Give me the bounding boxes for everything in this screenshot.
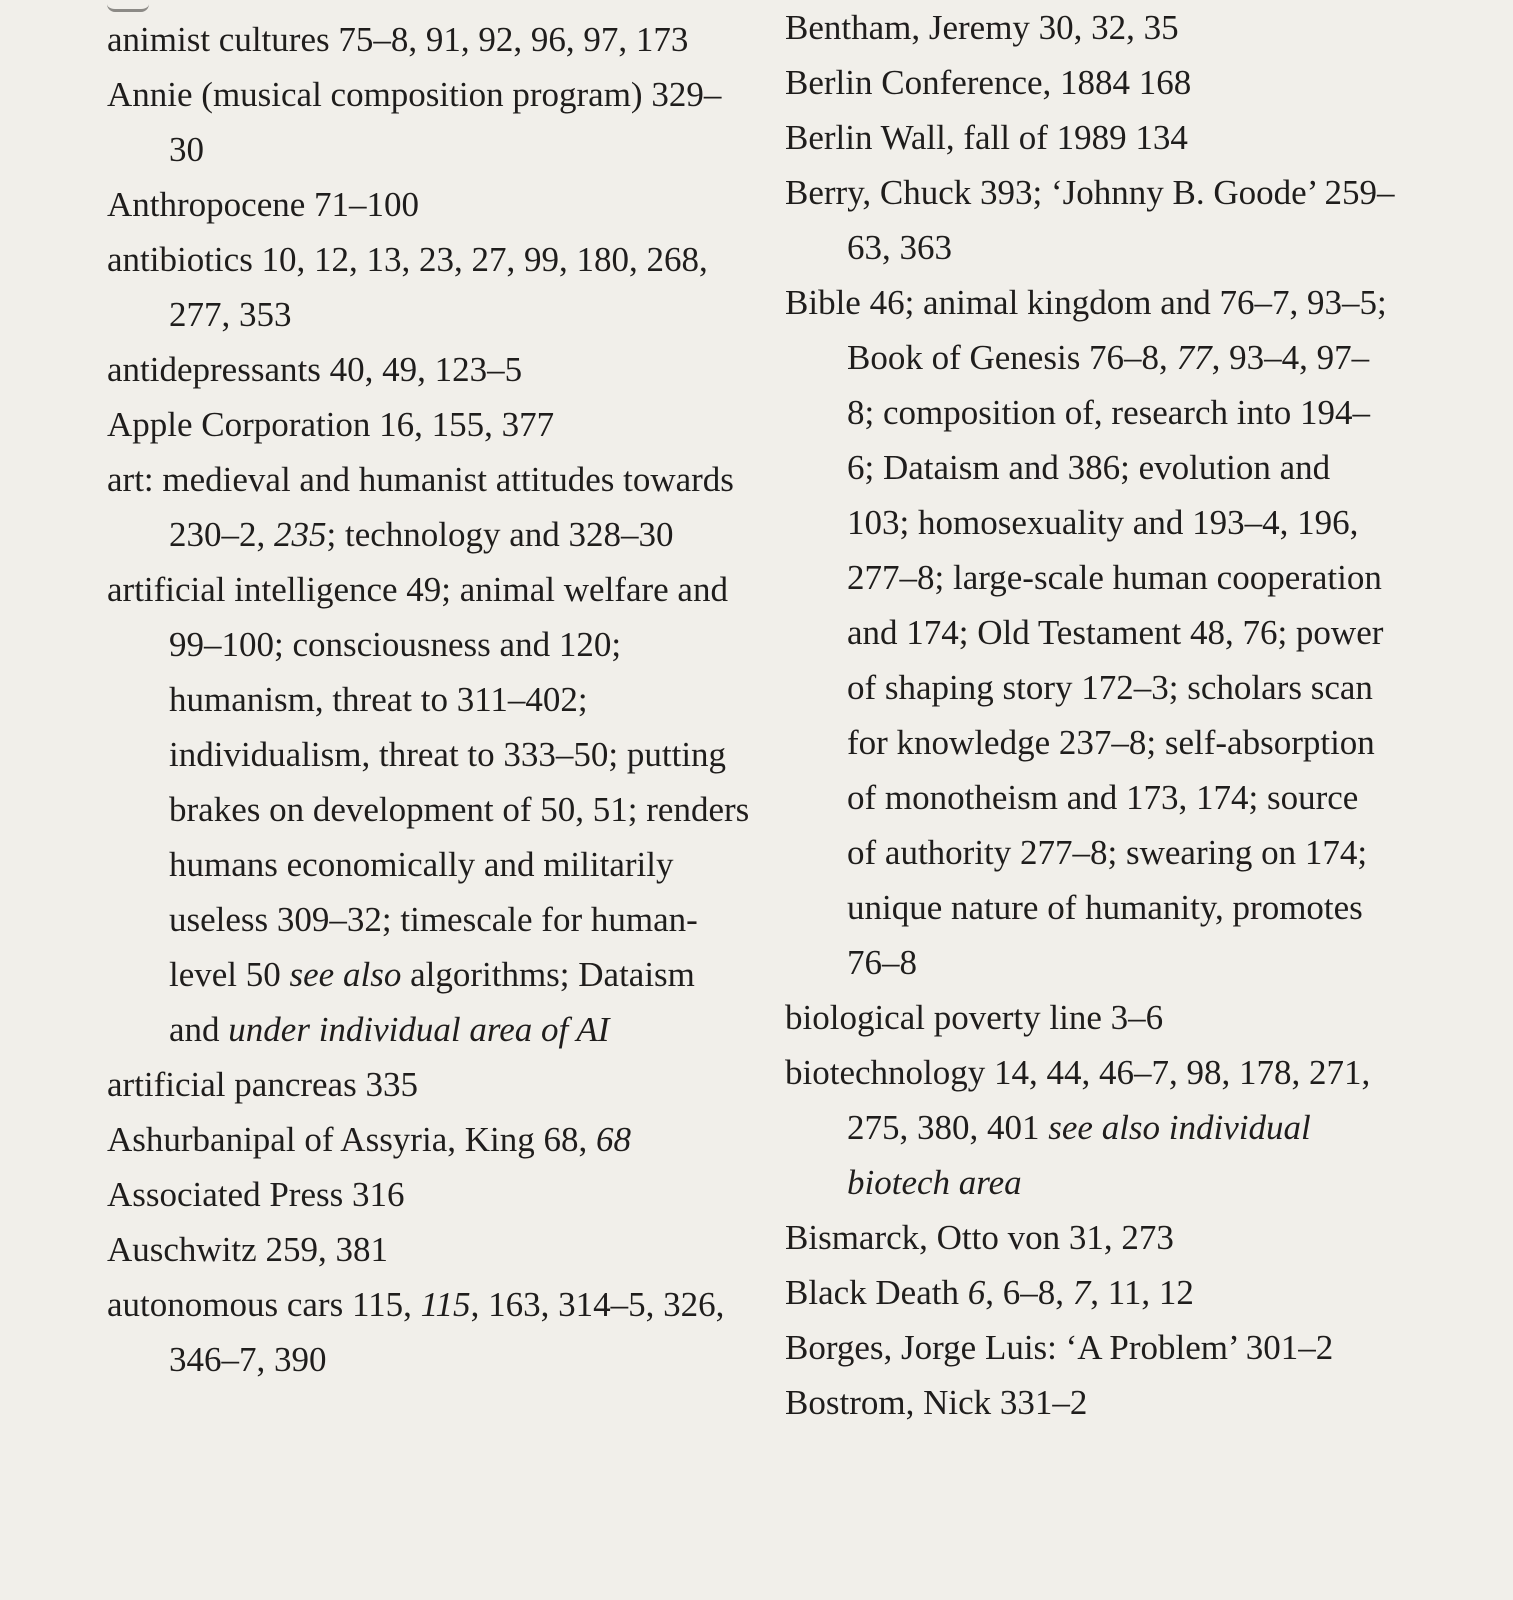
index-entry bbox=[107, 342, 752, 397]
index-entry bbox=[107, 1222, 752, 1277]
cropped-previous-line bbox=[107, 0, 752, 12]
index-entry-text: autonomous cars 115, bbox=[107, 1285, 421, 1324]
index-entry bbox=[785, 1265, 1395, 1320]
index-entry-text: artificial pancreas 335 bbox=[107, 1065, 418, 1104]
index-entry bbox=[785, 55, 1395, 110]
index-entry-text: , 93–4, 97–8; composition of, research into 194–6; Dataism and 386; evolution and 103; homosexuality and 193–4, 196, 277–8; large-scale human cooperation and 174; Old Testament 48, 76; power of shaping story 172–3; scholars scan for knowledge 237–8; self-absorption of monotheism and 173, 174; source of authority 277–8; swearing on 174; unique nature of humanity, promotes 76–8 bbox=[847, 338, 1384, 982]
index-entry-text: Anthropocene 71–100 bbox=[107, 185, 420, 224]
index-entry bbox=[107, 67, 752, 177]
index-entry bbox=[107, 1167, 752, 1222]
index-entry-text: art: medieval and humanist attitudes towards 230–2, bbox=[107, 460, 734, 554]
index-entry-italic-text: see also individual biotech area bbox=[847, 1108, 1311, 1202]
index-entry bbox=[785, 1375, 1395, 1430]
index-entry-text: biotechnology 14, 44, 46–7, 98, 178, 271, 275, 380, 401 bbox=[785, 1053, 1371, 1147]
index-entry-text: artificial intelligence 49; animal welfare and 99–100; consciousness and 120; humanism, threat to 311–402; individualism, threat to 333–50; putting brakes on development of 50, 51; renders humans economically and militarily useless 309–32; timescale for human-level 50 bbox=[107, 570, 750, 994]
index-entry bbox=[107, 1057, 752, 1112]
index-entry-text: , 163, 314–5, 326, 346–7, 390 bbox=[169, 1285, 725, 1379]
index-entry bbox=[107, 562, 752, 1057]
index-entry-text: ; technology and 328–30 bbox=[326, 515, 674, 554]
index-entry-italic-text: 7 bbox=[1072, 1273, 1091, 1312]
index-entry-text: Bible 46; animal kingdom and 76–7, 93–5; Book of Genesis 76–8, bbox=[785, 283, 1387, 377]
index-entry-text: Bentham, Jeremy 30, 32, 35 bbox=[785, 8, 1179, 47]
cropped-text-fragment bbox=[107, 3, 149, 12]
index-entry-text: algorithms; Dataism and bbox=[169, 955, 695, 1049]
index-entry bbox=[785, 275, 1395, 990]
index-entry bbox=[107, 12, 752, 67]
index-entry-text: Berlin Conference, 1884 168 bbox=[785, 63, 1192, 102]
index-entry bbox=[107, 1277, 752, 1387]
index-entry-text: animist cultures 75–8, 91, 92, 96, 97, 173 bbox=[107, 20, 689, 59]
index-entry-text: Annie (musical composition program) 329–30 bbox=[107, 75, 722, 169]
index-entry-text: Bismarck, Otto von 31, 273 bbox=[785, 1218, 1174, 1257]
index-entry bbox=[107, 452, 752, 562]
index-entry bbox=[785, 165, 1395, 275]
index-entry bbox=[107, 397, 752, 452]
index-entry-text: Ashurbanipal of Assyria, King 68, bbox=[107, 1120, 596, 1159]
index-entry-text: Berlin Wall, fall of 1989 134 bbox=[785, 118, 1188, 157]
index-entry-italic-text: 115 bbox=[420, 1285, 471, 1324]
index-entry-text: Borges, Jorge Luis: ‘A Problem’ 301–2 bbox=[785, 1328, 1334, 1367]
index-entry-italic-text: 6 bbox=[967, 1273, 986, 1312]
index-entry bbox=[107, 232, 752, 342]
index-entry bbox=[785, 0, 1395, 55]
index-column-right bbox=[785, 0, 1395, 1430]
index-entry-text: Apple Corporation 16, 155, 377 bbox=[107, 405, 555, 444]
index-entry-italic-text: 235 bbox=[274, 515, 327, 554]
index-entry-italic-text: 68 bbox=[595, 1120, 631, 1159]
index-entry-italic-text: under individual area of AI bbox=[228, 1010, 610, 1049]
index-entry bbox=[107, 1112, 752, 1167]
index-entry bbox=[785, 1320, 1395, 1375]
index-entry bbox=[107, 177, 752, 232]
index-entry-italic-text: 77 bbox=[1176, 338, 1212, 377]
index-entry-text: , 11, 12 bbox=[1090, 1273, 1194, 1312]
index-entry-text: antibiotics 10, 12, 13, 23, 27, 99, 180, 268, 277, 353 bbox=[107, 240, 708, 334]
index-entry bbox=[785, 110, 1395, 165]
index-entry bbox=[785, 1210, 1395, 1265]
index-entry bbox=[785, 990, 1395, 1045]
index-entry-text: antidepressants 40, 49, 123–5 bbox=[107, 350, 523, 389]
index-entry-text: , 6–8, bbox=[985, 1273, 1073, 1312]
index-entry-text: Berry, Chuck 393; ‘Johnny B. Goode’ 259–63, 363 bbox=[785, 173, 1395, 267]
index-entry-text: biological poverty line 3–6 bbox=[785, 998, 1164, 1037]
index-entry-text: Bostrom, Nick 331–2 bbox=[785, 1383, 1088, 1422]
index-entry-text: Auschwitz 259, 381 bbox=[107, 1230, 388, 1269]
index-column-left bbox=[107, 0, 752, 1387]
index-entry-text: Associated Press 316 bbox=[107, 1175, 405, 1214]
index-entry-text: Black Death bbox=[785, 1273, 968, 1312]
index-entry-italic-text: see also bbox=[289, 955, 402, 994]
index-entry bbox=[785, 1045, 1395, 1210]
